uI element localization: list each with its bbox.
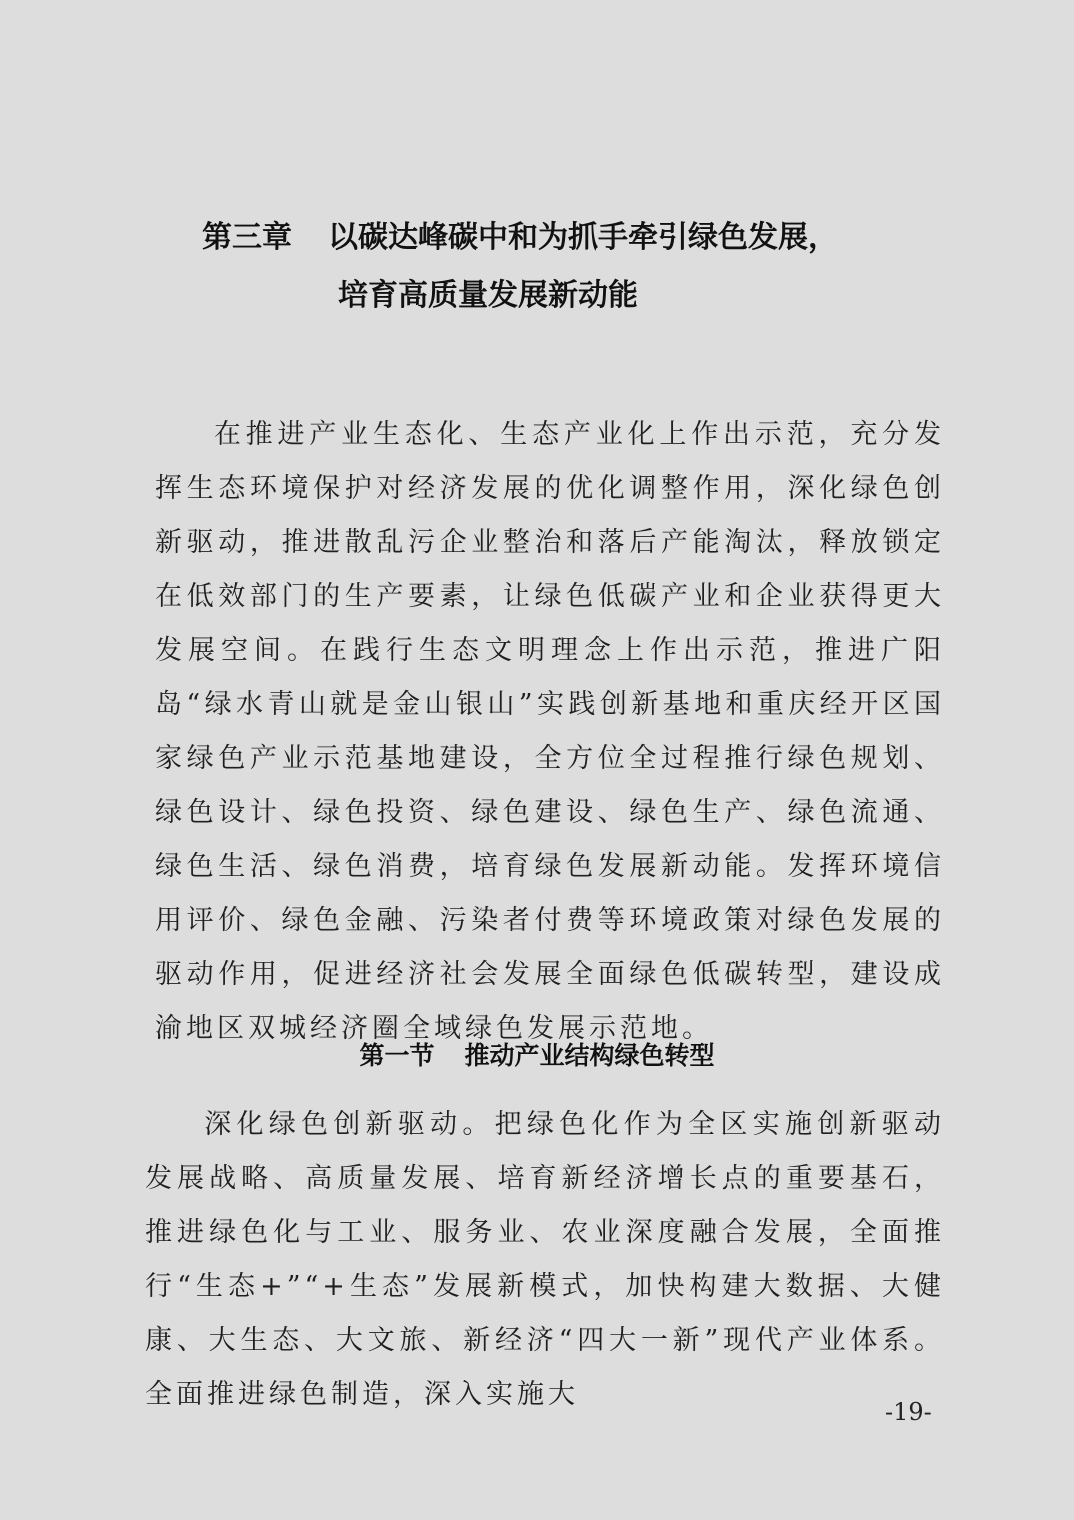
section-paragraph-lead: 深化绿色创新驱动。: [203, 1109, 495, 1140]
section-paragraph-text: 把绿色化作为全区实施创新驱动发展战略、高质量发展、培育新经济增长点的重要基石，推进绿色化与工业、服务业、农业深度融合发展，全面推行“生态+”“+生态”发展新模式，加快构建大数据、大健康、大生态、大文旅、新经济“四大一新”现代产业体系。全面推进绿色制造，深入实施大: [145, 1109, 946, 1410]
section-heading: [0, 1036, 1074, 1076]
page-number: -19-: [885, 1398, 932, 1426]
section-paragraph: [145, 1098, 945, 1422]
chapter-title-line-2: 培育高质量发展新动能: [338, 278, 638, 313]
section-number: 第一节: [359, 1041, 435, 1070]
chapter-heading-line-1: [202, 218, 838, 258]
intro-paragraph-text: 在推进产业生态化、生态产业化上作出示范，充分发挥生态环境保护对经济发展的优化调整作用，深化绿色创新驱动，推进散乱污企业整治和落后产能淘汰，释放锁定在低效部门的生产要素，让绿色低碳产业和企业获得更大发展空间。在践行生态文明理念上作出示范，推进广阳岛“绿水青山就是金山银山”实践创新基地和重庆经开区国家绿色产业示范基地建设，全方位全过程推行绿色规划、绿色设计、绿色投资、绿色建设、绿色生产、绿色流通、绿色生活、绿色消费，培育绿色发展新动能。发挥环境信用评价、绿色金融、污染者付费等环境政策对绿色发展的驱动作用，促进经济社会发展全面绿色低碳转型，建设成渝地区双城经济圈全域绿色发展示范地。: [155, 419, 945, 1044]
section-title: 推动产业结构绿色转型: [464, 1041, 715, 1070]
intro-paragraph: [155, 408, 945, 1056]
chapter-title-line-1: 以碳达峰碳中和为抓手牵引绿色发展，: [328, 220, 838, 255]
chapter-number: 第三章: [202, 220, 292, 255]
